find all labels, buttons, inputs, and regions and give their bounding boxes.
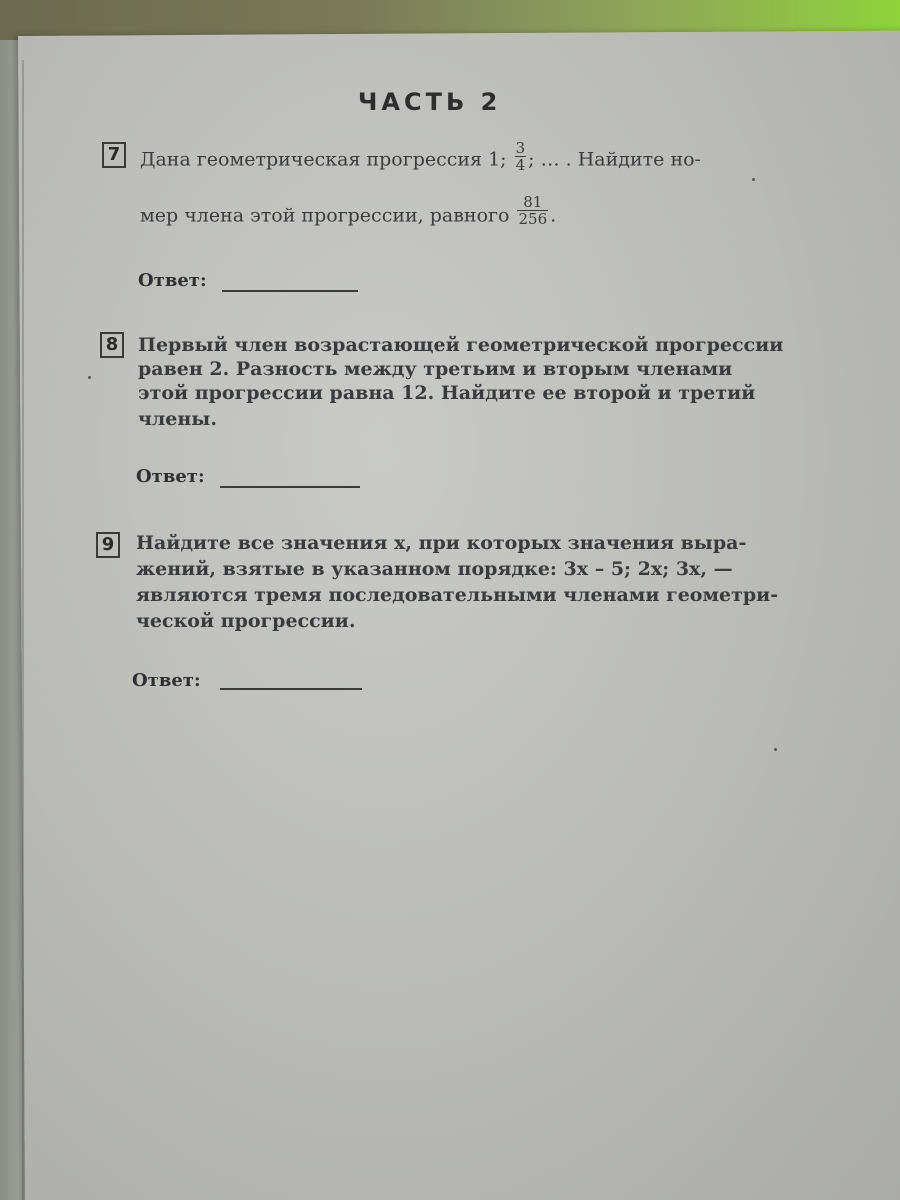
task-9-line-3: являются тремя последовательными членами геометри- (136, 584, 779, 606)
task-number-8: 8 (100, 332, 124, 358)
task-number-7: 7 (102, 142, 126, 168)
task-7-line-1 (140, 139, 701, 177)
fraction-denominator: 4 (515, 156, 526, 174)
task-8-line-2: равен 2. Разность между третьим и вторым членами (138, 358, 733, 380)
fraction-numerator: 81 (517, 194, 548, 211)
task-8-line-4: члены. (138, 408, 217, 430)
task-7-text-b: ; … . Найдите но- (528, 148, 701, 171)
task-9-line-4: ческой прогрессии. (136, 610, 356, 632)
section-heading: ЧАСТЬ 2 (358, 88, 502, 116)
task-8-line-1: Первый член возрастающей геометрической прогрессии (138, 334, 784, 356)
task-number-9: 9 (96, 532, 120, 558)
answer-field-7[interactable] (222, 290, 358, 292)
page-speck (752, 178, 755, 181)
page-speck (88, 376, 91, 379)
task-7 (102, 140, 802, 300)
task-8-line-3: этой прогрессии равна 12. Найдите ее второй и третий (138, 382, 756, 404)
task-9-line-2: жений, взятые в указанном порядке: 3x – 5; 2x; 3x, — (136, 558, 733, 580)
fraction-3-4 (515, 140, 527, 173)
answer-label-9: Ответ: (132, 670, 201, 691)
fraction-denominator: 256 (518, 210, 548, 228)
task-7-text-d: . (550, 204, 557, 227)
answer-label-8: Ответ: (136, 466, 205, 487)
task-8 (100, 330, 800, 450)
answer-label-7: Ответ: (138, 270, 207, 291)
answer-field-9[interactable] (220, 688, 362, 690)
answer-field-8[interactable] (220, 486, 360, 488)
task-7-text-c: мер члена этой прогрессии, равного (140, 204, 510, 227)
task-9-line-1: Найдите все значения x, при которых значения выра- (136, 532, 747, 554)
task-7-text-a: Дана геометрическая прогрессия 1; (140, 148, 507, 171)
page-speck (774, 748, 777, 751)
page-fold (22, 60, 24, 1200)
fraction-81-256 (517, 194, 548, 227)
task-9 (96, 530, 806, 650)
task-7-line-2 (140, 193, 557, 233)
fraction-numerator: 3 (515, 139, 526, 157)
